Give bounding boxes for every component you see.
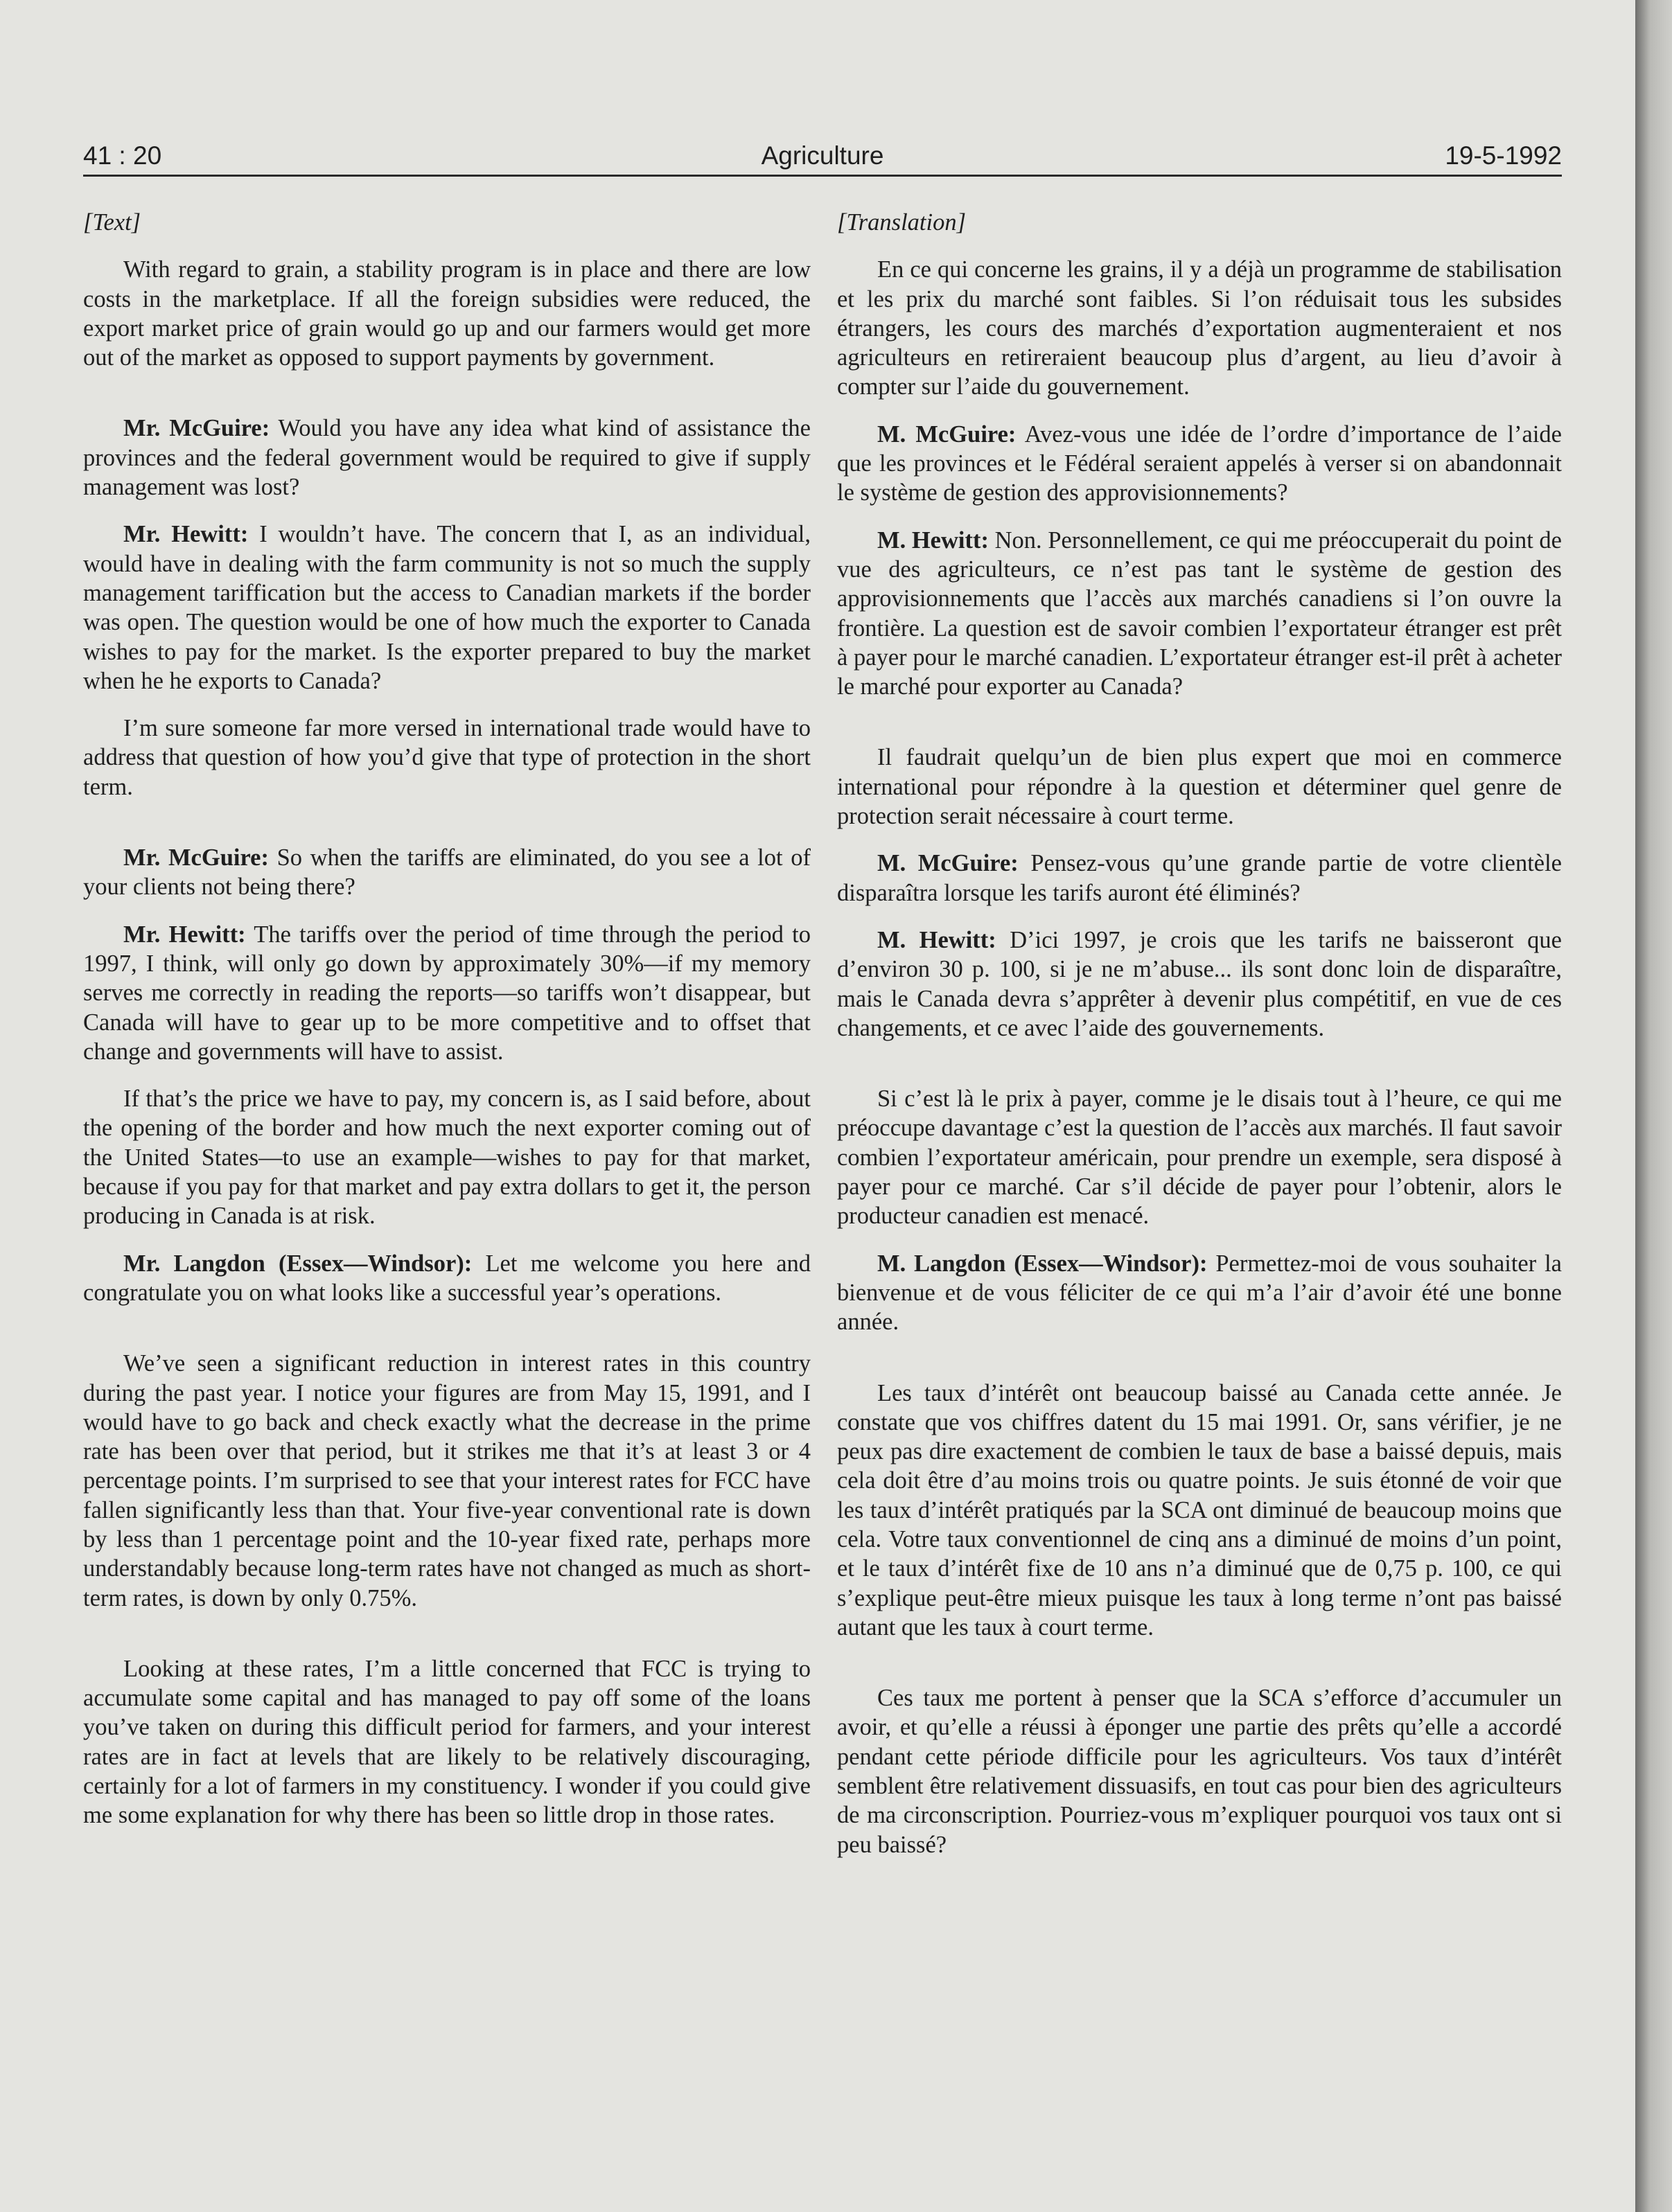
speaker-label: Mr. Hewitt: [123, 921, 246, 948]
speaker-label: M. Hewitt: [877, 926, 996, 953]
paragraph: Mr. Langdon (Essex—Windsor): Let me welcome you here and congratulate you on what looks like a successful year’s operations. [83, 1250, 811, 1306]
language-label-translation: [Translation] [837, 209, 967, 236]
page-header [83, 136, 1562, 177]
speaker-label: M. McGuire: [877, 850, 1019, 877]
paragraph: We’ve seen a significant reduction in interest rates in this country during the past year. I notice your figures are from May 15, 1991, and I would have to go back and check exactly what the decrease in the prime rate has been over that period, but it strikes me that it’s at least 3 or 4 percentage points. I’m surprised to see that your interest rates for FCC have fallen significantly less than that. Your five-year conventional rate is down by less than 1 percentage point and the 10-year fixed rate, perhaps more understandably because long-term rates have not changed as much as short-term rates, is down by only 0.75%. [83, 1350, 811, 1611]
paragraph: With regard to grain, a stability program is in place and there are low costs in the marketplace. If all the foreign subsidies were reduced, the export market price of grain would go up and our farmers would get more out of the market as opposed to support payments by government. [83, 256, 811, 371]
paragraph: Il faudrait quelqu’un de bien plus expert que moi en commerce international pour répondre à la question et déterminer quel genre de protection serait nécessaire à court terme. [837, 744, 1562, 830]
paragraph: Ces taux me portent à penser que la SCA s’efforce d’accumuler un avoir, et qu’elle a réussi à éponger une partie des prêts qu’elle a accordé pendant cette période difficile pour les agriculteurs. Vos taux d’intérêt semblent être relativement dissuasifs, en tout cas pour bien des agriculteurs de ma circonscription. Pourriez-vous m’expliquer pourquoi vos taux ont si peu baissé? [837, 1685, 1562, 1858]
speaker-label: Mr. Hewitt: [123, 521, 249, 548]
language-label-word: Text [92, 209, 132, 236]
speaker-label: Mr. McGuire: [123, 844, 269, 871]
paragraph: En ce qui concerne les grains, il y a déjà un programme de stabilisation et les prix du marché sont faibles. Si l’on réduisait tous les subsides étrangers, les cours des marchés d’exportation augmenteraient et nos agriculteurs en retireraient beaucoup plus d’argent, au lieu d’avoir à compter sur l’aide du gouvernement. [837, 256, 1562, 400]
page-edge-shadow [1635, 0, 1672, 2212]
paragraph: M. Langdon (Essex—Windsor): Permettez-moi de vous souhaiter la bienvenue et de vous féliciter de ce qui m’a l’air d’avoir été une bonne année. [837, 1250, 1562, 1336]
english-column [83, 208, 811, 1848]
language-label-text: [Text] [83, 209, 141, 236]
speaker-label: M. Langdon (Essex—Windsor): [877, 1250, 1208, 1277]
speaker-label: M. Hewitt: [877, 527, 989, 554]
paragraph: M. Hewitt: Non. Personnellement, ce qui me préoccuperait du point de vue des agriculteurs, ce n’est pas tant le système de gestion des approvisionnements que l’accès aux marchés canadiens si l’on ouvre la frontière. La question est de savoir combien l’exportateur étranger est prêt à payer pour le marché canadien. L’exportateur étranger est-il prêt à acheter le marché pour exporter au Canada? [837, 527, 1562, 700]
paragraph: Mr. McGuire: Would you have any idea what kind of assistance the provinces and the federal government would be required to give if supply management was lost? [83, 415, 811, 501]
paragraph: M. McGuire: Pensez-vous qu’une grande partie de votre clientèle disparaîtra lorsque les tarifs auront été éliminés? [837, 850, 1562, 906]
speaker-label: Mr. Langdon (Essex—Windsor): [123, 1250, 473, 1277]
page-title: Agriculture [761, 141, 884, 170]
paragraph: Si c’est là le prix à payer, comme je le disais tout à l’heure, ce qui me préoccupe davantage c’est la question de l’accès aux marchés. Il faut savoir combien l’exportateur américain, pour prendre un exemple, sera disposé à payer pour ce marché. Car s’il décide de payer pour l’obtenir, alors le producteur canadien est menacé. [837, 1086, 1562, 1230]
paragraph: Mr. Hewitt: The tariffs over the period of time through the period to 1997, I think, will only go down by approximately 30%—if my memory serves me correctly in reading the reports—so tariffs won’t disappear, but Canada will have to gear up to be more competitive and to offset that change and governments will have to assist. [83, 921, 811, 1065]
paragraph: I’m sure someone far more versed in international trade would have to address that question of how you’d give that type of protection in the short term. [83, 715, 811, 800]
paragraph: M. Hewitt: D’ici 1997, je crois que les tarifs ne baisseront que d’environ 30 p. 100, si je ne m’abuse... ils sont donc loin de disparaître, mais le Canada devra s’apprêter à devenir plus compétitif, en vue de ces changements, et ce avec l’aide des gouvernements. [837, 926, 1562, 1041]
language-label-word: Translation [846, 209, 957, 236]
page-number: 41 : 20 [83, 141, 162, 170]
speaker-label: M. McGuire: [877, 421, 1017, 448]
paragraph: Les taux d’intérêt ont beaucoup baissé au Canada cette année. Je constate que vos chiffres datent du 15 mai 1991. Or, sans vérifier, je ne peux pas dire exactement de combien le taux de base a baissé depuis, mais cela doit être d’au moins trois ou quatre points. Je suis étonné de voir que les taux d’intérêt pratiqués par la SCA ont diminué de beaucoup moins que cela. Votre taux conventionnel de cinq ans a diminué de moins d’un point, et le taux d’intérêt fixe de 10 ans n’a diminué que de 0,75 p. 100, ce qui s’explique peut-être mieux puisque les taux à long terme n’ont pas baissé autant que les taux à court terme. [837, 1379, 1562, 1640]
paragraph: Mr. McGuire: So when the tariffs are eliminated, do you see a lot of your clients not being there? [83, 844, 811, 901]
paragraph: M. McGuire: Avez-vous une idée de l’ordre d’importance de l’aide que les provinces et le Fédéral seraient appelés à verser si on abandonnait le système de gestion des approvisionnements? [837, 421, 1562, 506]
paragraph: Mr. Hewitt: I wouldn’t have. The concern that I, as an individual, would have in dealing with the farm community is not so much the supply management tariffication but the access to Canadian markets if the border was open. The question would be one of how much the exporter to Canada wishes to pay for the market. Is the exporter prepared to buy the market when he he exports to Canada? [83, 521, 811, 694]
speaker-label: Mr. McGuire: [123, 415, 270, 442]
paragraph: Looking at these rates, I’m a little concerned that FCC is trying to accumulate some capital and has managed to pay off some of the loans you’ve taken on during this difficult period for farmers, and your interest rates are in fact at levels that are likely to be relatively discouraging, certainly for a lot of farmers in my constituency. I wonder if you could give me some explanation for why there has been so little drop in those rates. [83, 1655, 811, 1829]
page-date: 19-5-1992 [1445, 141, 1562, 170]
paragraph: If that’s the price we have to pay, my concern is, as I said before, about the opening of the border and how much the next exporter coming out of the United States—to use an example—wishes to pay for that market, because if you pay for that market and pay extra dollars to get it, the person producing in Canada is at risk. [83, 1086, 811, 1230]
french-column [837, 208, 1562, 1877]
